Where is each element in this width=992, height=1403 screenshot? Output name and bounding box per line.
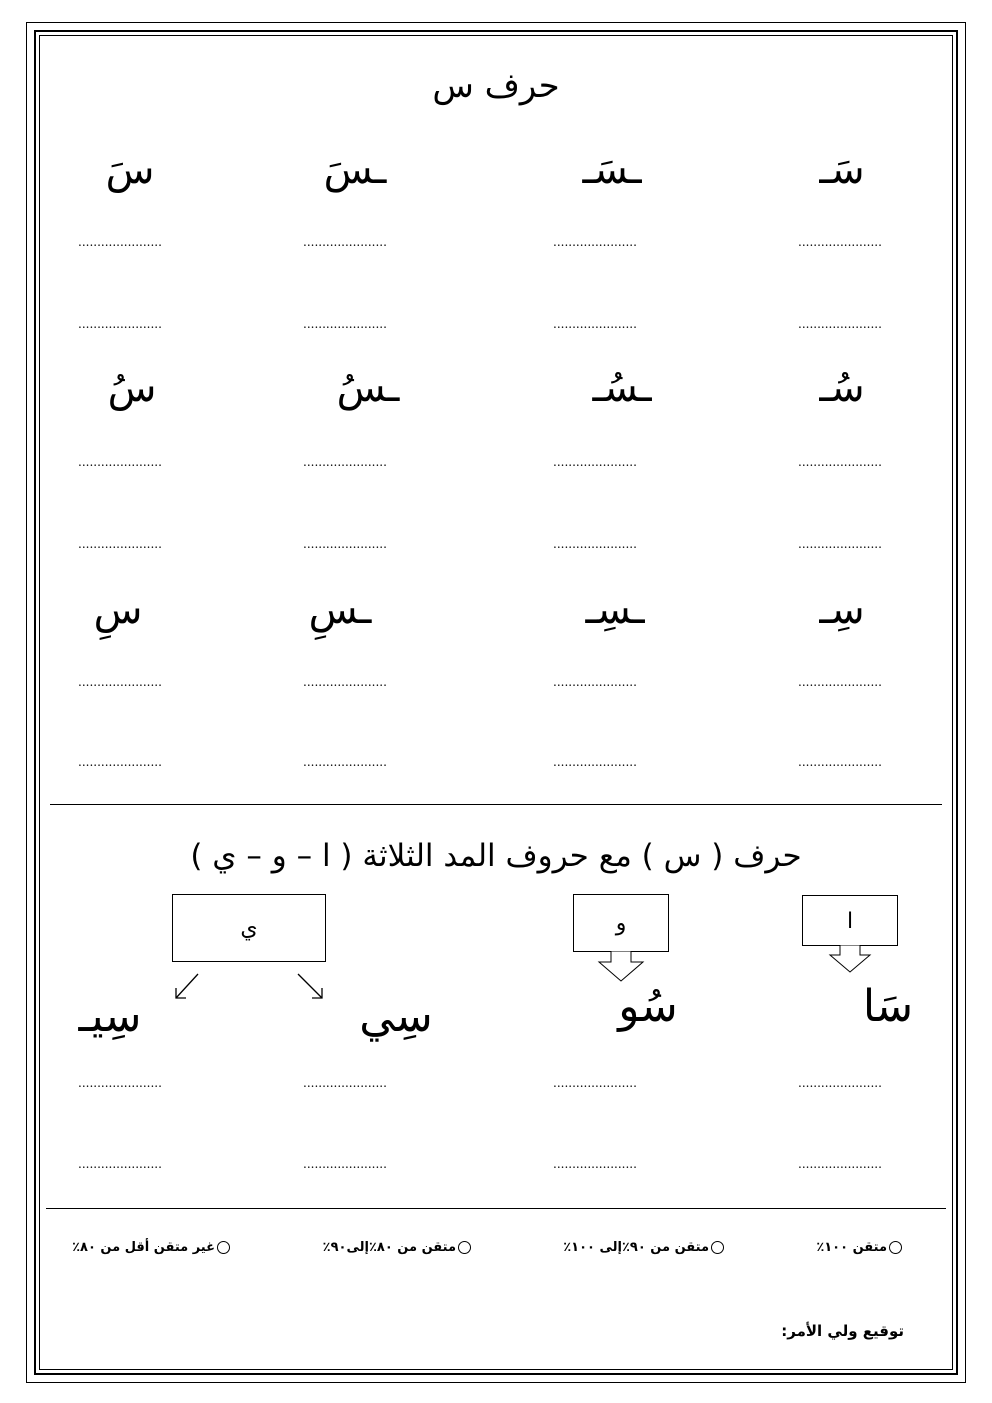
down-arrow-icon <box>820 945 880 975</box>
letter-row1-col1: سَـ <box>819 147 865 193</box>
madd-word-ya-medial: سِيـ <box>78 991 142 1042</box>
rating-option-90-100[interactable] <box>563 1240 726 1255</box>
letter-row2-col3: ـسُ <box>336 365 400 411</box>
writing-line: ...................... <box>553 1076 637 1090</box>
writing-line: ...................... <box>553 455 637 469</box>
page-title: حرف س <box>432 66 560 106</box>
letter-row2-col4: سُ <box>107 365 157 411</box>
writing-line: ...................... <box>78 755 162 769</box>
letter-row3-col4: سِ <box>93 587 143 633</box>
writing-line: ...................... <box>78 317 162 331</box>
radio-circle-icon[interactable] <box>889 1241 902 1254</box>
letter-row3-col2: ـسِـ <box>585 587 645 633</box>
madd-word-waw: سُو <box>618 981 678 1032</box>
writing-line: ...................... <box>798 1076 882 1090</box>
parent-signature-label: توقيع ولي الأمر: <box>781 1322 904 1340</box>
madd-box-ya: ي <box>172 894 326 962</box>
writing-line: ...................... <box>78 1157 162 1171</box>
writing-line: ...................... <box>553 317 637 331</box>
rating-label: متقن ١٠٠٪ <box>816 1240 887 1255</box>
writing-line: ...................... <box>303 317 387 331</box>
writing-line: ...................... <box>78 675 162 689</box>
radio-circle-icon[interactable] <box>217 1241 230 1254</box>
writing-line: ...................... <box>553 755 637 769</box>
madd-box-alif: ا <box>802 895 898 946</box>
letter-row2-col2: ـسُـ <box>592 365 652 411</box>
rating-option-100[interactable] <box>816 1240 904 1255</box>
radio-circle-icon[interactable] <box>458 1241 471 1254</box>
writing-line: ...................... <box>798 455 882 469</box>
writing-line: ...................... <box>798 235 882 249</box>
writing-line: ...................... <box>303 1076 387 1090</box>
writing-line: ...................... <box>78 537 162 551</box>
madd-word-ya: سِي <box>359 991 433 1042</box>
letter-row3-col3: ـسِ <box>308 587 372 633</box>
rating-label: متقن من ٨٠٪إلى٩٠٪ <box>322 1240 456 1255</box>
writing-line: ...................... <box>303 235 387 249</box>
letter-row1-col3: ـسَ <box>323 147 387 193</box>
rating-label: غير متقن أقل من ٨٠٪ <box>72 1240 215 1255</box>
letter-row2-col1: سُـ <box>819 365 865 411</box>
letter-row1-col2: ـسَـ <box>582 147 642 193</box>
writing-line: ...................... <box>78 455 162 469</box>
writing-line: ...................... <box>553 235 637 249</box>
writing-line: ...................... <box>553 675 637 689</box>
rating-label: متقن من ٩٠٪إلى ١٠٠٪ <box>563 1240 709 1255</box>
rating-option-below-80[interactable] <box>72 1240 232 1255</box>
down-arrow-icon <box>591 951 651 983</box>
writing-line: ...................... <box>798 537 882 551</box>
letter-row3-col1: سِـ <box>819 587 865 633</box>
section-divider <box>50 804 942 805</box>
madd-subtitle: حرف ( س ) مع حروف المد الثلاثة ( ا – و – ي ) <box>190 838 802 874</box>
writing-line: ...................... <box>303 675 387 689</box>
letter-row1-col4: سَ <box>105 147 155 193</box>
writing-line: ...................... <box>78 235 162 249</box>
writing-line: ...................... <box>553 1157 637 1171</box>
radio-circle-icon[interactable] <box>711 1241 724 1254</box>
writing-line: ...................... <box>303 1157 387 1171</box>
writing-line: ...................... <box>303 537 387 551</box>
writing-line: ...................... <box>78 1076 162 1090</box>
rating-option-80-90[interactable] <box>323 1240 473 1255</box>
writing-line: ...................... <box>798 675 882 689</box>
madd-word-alif: سَا <box>862 981 914 1032</box>
writing-line: ...................... <box>303 755 387 769</box>
section-divider <box>46 1208 946 1209</box>
writing-line: ...................... <box>798 1157 882 1171</box>
writing-line: ...................... <box>303 455 387 469</box>
writing-line: ...................... <box>553 537 637 551</box>
writing-line: ...................... <box>798 317 882 331</box>
writing-line: ...................... <box>798 755 882 769</box>
madd-box-waw: و <box>573 894 669 952</box>
